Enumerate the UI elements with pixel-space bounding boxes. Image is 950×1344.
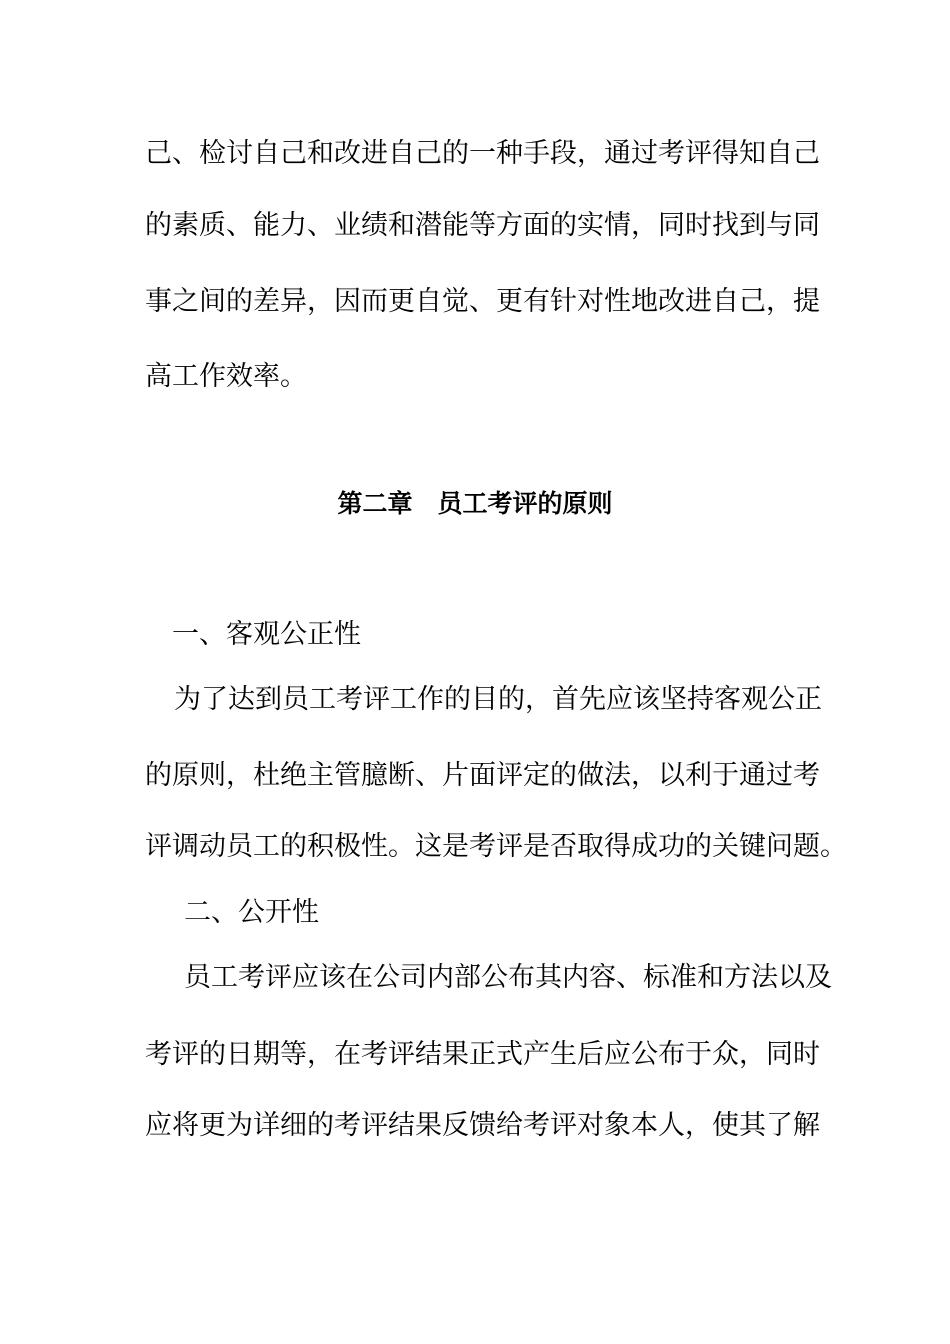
body-text-line: 己、检讨自己和改进自己的一种手段，通过考评得知自己	[145, 138, 820, 169]
body-text-line: 为了达到员工考评工作的目的，首先应该坚持客观公正	[174, 684, 822, 715]
body-text-line: 考评的日期等，在考评结果正式产生后应公布于众，同时	[145, 1039, 820, 1070]
body-text-line: 评调动员工的积极性。这是考评是否取得成功的关键问题。	[145, 831, 847, 862]
body-text-line: 高工作效率。	[145, 361, 307, 392]
body-text-line: 事之间的差异，因而更自觉、更有针对性地改进自己，提	[145, 286, 820, 317]
body-text-line: 应将更为详细的考评结果反馈给考评对象本人，使其了解	[145, 1110, 820, 1141]
section-title: 一、客观公正性	[172, 619, 361, 650]
body-text-line: 的原则，杜绝主管臆断、片面评定的做法，以利于通过考	[145, 760, 820, 791]
section-title: 二、公开性	[184, 897, 319, 928]
body-text-line: 员工考评应该在公司内部公布其内容、标准和方法以及	[184, 962, 832, 993]
body-text-line: 的素质、能力、业绩和潜能等方面的实情，同时找到与同	[145, 210, 820, 241]
chapter-heading: 第二章 员工考评的原则	[337, 489, 613, 518]
